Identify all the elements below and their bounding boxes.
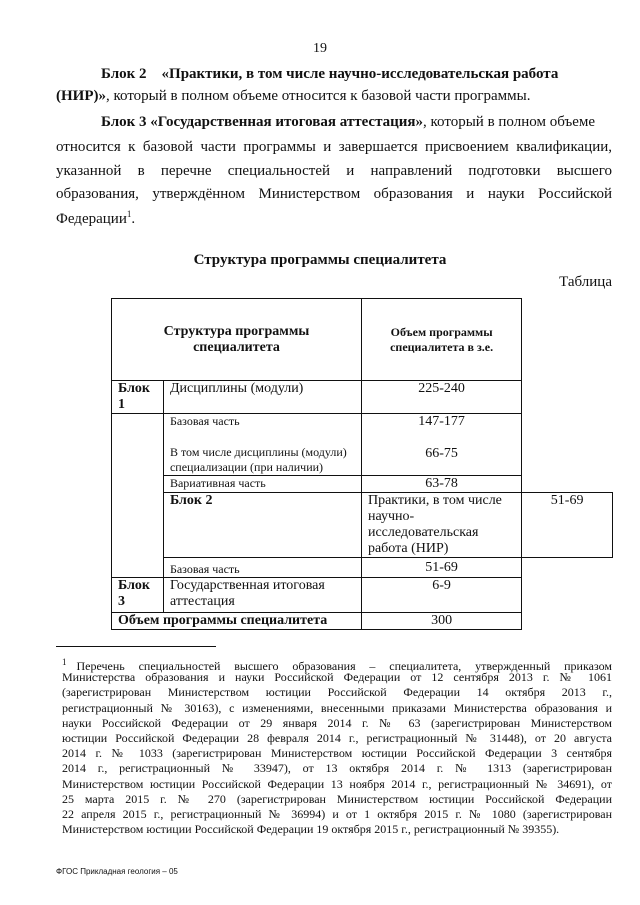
table-row-block3 <box>112 578 613 613</box>
block3-title: Блок 3 «Государственная итоговая аттестация» <box>101 114 424 130</box>
footnote-line: 2014 г., регистрационный № 33947), от 13 октября 2014 г. № 1313 (зарегистрирован <box>62 761 612 776</box>
footnote-ref: 1 <box>126 209 132 219</box>
footnote-line: (зарегистрирован Министерством юстиции Российской Федерации 14 октября 2013 г., <box>62 685 612 700</box>
section-title: Структура программы специалитета <box>193 252 447 268</box>
table-row-block2-base <box>112 558 613 578</box>
block2-title-part1: «Практики, в том числе научно-исследовательская работа <box>161 66 559 82</box>
block2-table-value: 51-69 <box>522 493 613 558</box>
table-row-block1 <box>112 381 613 414</box>
block2-spacer <box>112 558 164 578</box>
block3-text1: , который в полном объеме <box>423 114 596 130</box>
block1-value: 225-240 <box>361 381 521 414</box>
table-label: Таблица <box>559 274 612 290</box>
page-footer: ФГОС Прикладная геология – 05 <box>56 867 178 876</box>
block1-var-label: Вариативная часть <box>163 476 361 493</box>
table-row-block1-var <box>112 476 613 493</box>
footnote-line: регистрационный № 30163), с изменениями, внесенными приказами Министерства образования и <box>62 700 612 715</box>
block1-spec-label: В том числе дисциплины (модули) специализации (при наличии) <box>169 445 347 474</box>
footnote-mark: 1 <box>62 657 67 667</box>
block1-label: Блок 1 <box>112 381 164 414</box>
page-number: 19 <box>313 41 327 56</box>
block1-base-cell <box>163 414 361 476</box>
block2-table-name: Практики, в том числе научно-исследовательская работа (НИР) <box>361 493 521 558</box>
total-label: Объем программы специалитета <box>112 613 362 630</box>
total-value: 300 <box>361 613 521 630</box>
block2-line1 <box>101 66 558 83</box>
block1-var-value: 63-78 <box>361 476 521 493</box>
block2-base-label: Базовая часть <box>163 558 361 578</box>
block2-label: Блок 2 <box>101 66 147 82</box>
block3-line3: указанной в перечне специальностей и направлений подготовки высшего <box>56 163 612 179</box>
block3-end: . <box>131 211 136 227</box>
block1-spec-value: 66-75 <box>425 446 458 461</box>
block2-text: , который в полном объеме относится к базовой части программы. <box>106 88 531 104</box>
block1-base-label: Базовая часть <box>169 414 240 428</box>
block2-line2 <box>56 88 531 105</box>
footnote-divider <box>56 646 216 647</box>
table-header-row <box>112 299 613 381</box>
footnote-line: юстиции Российской Федерации 28 февраля 2014 г., регистрационный № 31448), от 20 августа <box>62 731 612 745</box>
block2-base-value: 51-69 <box>361 558 521 578</box>
block3-line2: относится к базовой части программы и завершается присвоением квалификации, <box>56 139 612 155</box>
block1-spacer <box>112 414 164 558</box>
table-row-block1-base <box>112 414 613 476</box>
block3-line1 <box>101 114 595 131</box>
block2-title-part2: (НИР)» <box>56 88 106 104</box>
footnote-line: науки Российской Федерации от 29 января 2014 г. № 63 (зарегистрирован Министерством <box>62 715 612 730</box>
block1-base-values <box>361 414 521 476</box>
footnote-line: Министерством юстиции Российской Федерации 19 октября 2015 г., регистрационный № 39355). <box>62 822 560 837</box>
header-volume: Объем программы специалитета в з.е. <box>361 299 521 381</box>
block3-line5 <box>56 209 135 228</box>
block1-base-value: 147-177 <box>418 414 465 429</box>
block3-table-label: Блок 3 <box>112 578 164 613</box>
footnote-text: Перечень специальностей высшего образования – специалитета, утвержденный приказом <box>76 659 612 673</box>
table-row-block2 <box>112 493 613 558</box>
block3-table-value: 6-9 <box>361 578 521 613</box>
block3-text5: Федерации <box>56 211 127 227</box>
footnote-line: 2014 г. № 1033 (зарегистрирован Министерством юстиции Российской Федерации 3 сентября <box>62 746 612 761</box>
footnote-line: Министерства образования и науки Российской Федерации от 12 сентября 2013 г. № 1061 <box>62 670 612 685</box>
header-structure: Структура программы специалитета <box>112 299 362 381</box>
block3-table-name: Государственная итоговая аттестация <box>163 578 361 613</box>
block1-name: Дисциплины (модули) <box>163 381 361 414</box>
block2-table-label: Блок 2 <box>163 493 361 558</box>
footnote-line: 22 апреля 2015 г., регистрационный № 36994) и от 1 октября 2015 г. № 1080 (зарегистрирован <box>62 807 612 821</box>
structure-table <box>111 298 613 630</box>
footnote-line: Министерством юстиции Российской Федерации 13 ноября 2014 г., регистрационный № 34691), от <box>62 776 612 791</box>
footnote-line: 25 марта 2015 г. № 270 (зарегистрирован Министерством юстиции Российской Федерации <box>62 791 612 806</box>
table-row-total <box>112 613 613 630</box>
block3-line4: образования, утверждённом Министерством образования и науки Российской <box>56 186 612 202</box>
